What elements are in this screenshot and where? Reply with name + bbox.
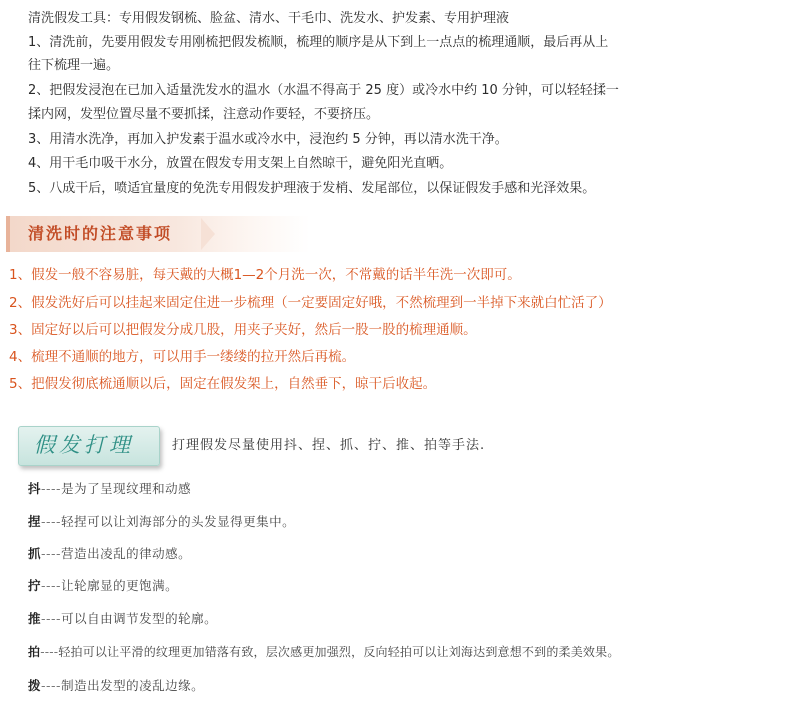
note-item-5: 5、把假发彻底梳通顺以后，固定在假发架上，自然垂下，晾干后收起。 bbox=[9, 376, 437, 392]
technique-dash: ---- bbox=[41, 514, 62, 529]
technique-row bbox=[28, 513, 295, 531]
technique-dash: ---- bbox=[41, 578, 62, 593]
intro-line-5: 揉内网，发型位置尽量不要抓揉，注意动作要轻，不要挤压。 bbox=[28, 107, 380, 122]
technique-char: 推 bbox=[28, 611, 42, 626]
intro-line-8: 5、八成干后，喷适宜量度的免洗专用假发护理液于发梢、发尾部位，以保证假发手感和光泽效果。 bbox=[28, 181, 596, 196]
technique-char: 抖 bbox=[28, 481, 42, 496]
notes-title: 清洗时的注意事项 bbox=[28, 224, 173, 243]
technique-char: 拨 bbox=[28, 678, 42, 693]
technique-row bbox=[28, 480, 191, 498]
note-item-1: 1、假发一般不容易脏，每天戴的大概1—2个月洗一次，不常戴的话半年洗一次即可。 bbox=[9, 267, 521, 283]
technique-dash: ---- bbox=[41, 678, 62, 693]
technique-dash: ---- bbox=[41, 611, 62, 626]
intro-line-2: 1、清洗前，先要用假发专用刚梳把假发梳顺，梳理的顺序是从下到上一点点的梳理通顺，最后再从上 bbox=[28, 35, 609, 50]
technique-desc: 营造出凌乱的律动感。 bbox=[61, 546, 192, 561]
technique-dash: ---- bbox=[40, 645, 59, 659]
notes-banner-arrow bbox=[201, 218, 215, 250]
care-description: 打理假发尽量使用抖、捏、抓、拧、推、拍等手法. bbox=[172, 438, 486, 453]
technique-char: 捏 bbox=[28, 514, 42, 529]
note-item-4: 4、梳理不通顺的地方，可以用手一缕缕的拉开然后再梳。 bbox=[9, 349, 356, 365]
technique-row bbox=[28, 545, 191, 563]
intro-line-4: 2、把假发浸泡在已加入适量洗发水的温水（水温不得高于 25 度）或冷水中约 10 分钟，可以轻轻揉一 bbox=[28, 83, 619, 98]
technique-desc: 可以自由调节发型的轮廓。 bbox=[61, 611, 218, 626]
note-item-3: 3、固定好以后可以把假发分成几股，用夹子夹好，然后一股一股的梳理通顺。 bbox=[9, 322, 477, 338]
intro-line-7: 4、用干毛巾吸干水分，放置在假发专用支架上自然晾干，避免阳光直晒。 bbox=[28, 156, 453, 171]
technique-char: 拍 bbox=[28, 645, 41, 659]
technique-dash: ---- bbox=[41, 481, 62, 496]
technique-dash: ---- bbox=[41, 546, 62, 561]
technique-char: 抓 bbox=[28, 546, 42, 561]
technique-desc: 制造出发型的凌乱边缘。 bbox=[61, 678, 205, 693]
technique-row bbox=[28, 610, 217, 628]
note-item-2: 2、假发洗好后可以挂起来固定住进一步梳理（一定要固定好哦，不然梳理到一半掉下来就白忙活了） bbox=[9, 295, 612, 311]
technique-row bbox=[28, 643, 620, 661]
technique-desc: 轻拍可以让平滑的纹理更加错落有致，层次感更加强烈，反向轻拍可以让刘海达到意想不到的柔美效果。 bbox=[58, 645, 620, 659]
intro-line-1: 清洗假发工具：专用假发钢梳、脸盆、清水、干毛巾、洗发水、护发素、专用护理液 bbox=[28, 11, 510, 26]
care-title: 假发打理 bbox=[34, 433, 134, 457]
technique-row bbox=[28, 577, 178, 595]
technique-desc: 是为了呈现纹理和动感 bbox=[61, 481, 192, 496]
technique-row bbox=[28, 677, 204, 695]
technique-desc: 轻捏可以让刘海部分的头发显得更集中。 bbox=[61, 514, 296, 529]
technique-desc: 让轮廓显的更饱满。 bbox=[61, 578, 179, 593]
intro-line-3: 往下梳理一遍。 bbox=[28, 58, 120, 73]
technique-char: 拧 bbox=[28, 578, 42, 593]
intro-line-6: 3、用清水洗净，再加入护发素于温水或冷水中，浸泡约 5 分钟，再以清水洗干净。 bbox=[28, 132, 508, 147]
